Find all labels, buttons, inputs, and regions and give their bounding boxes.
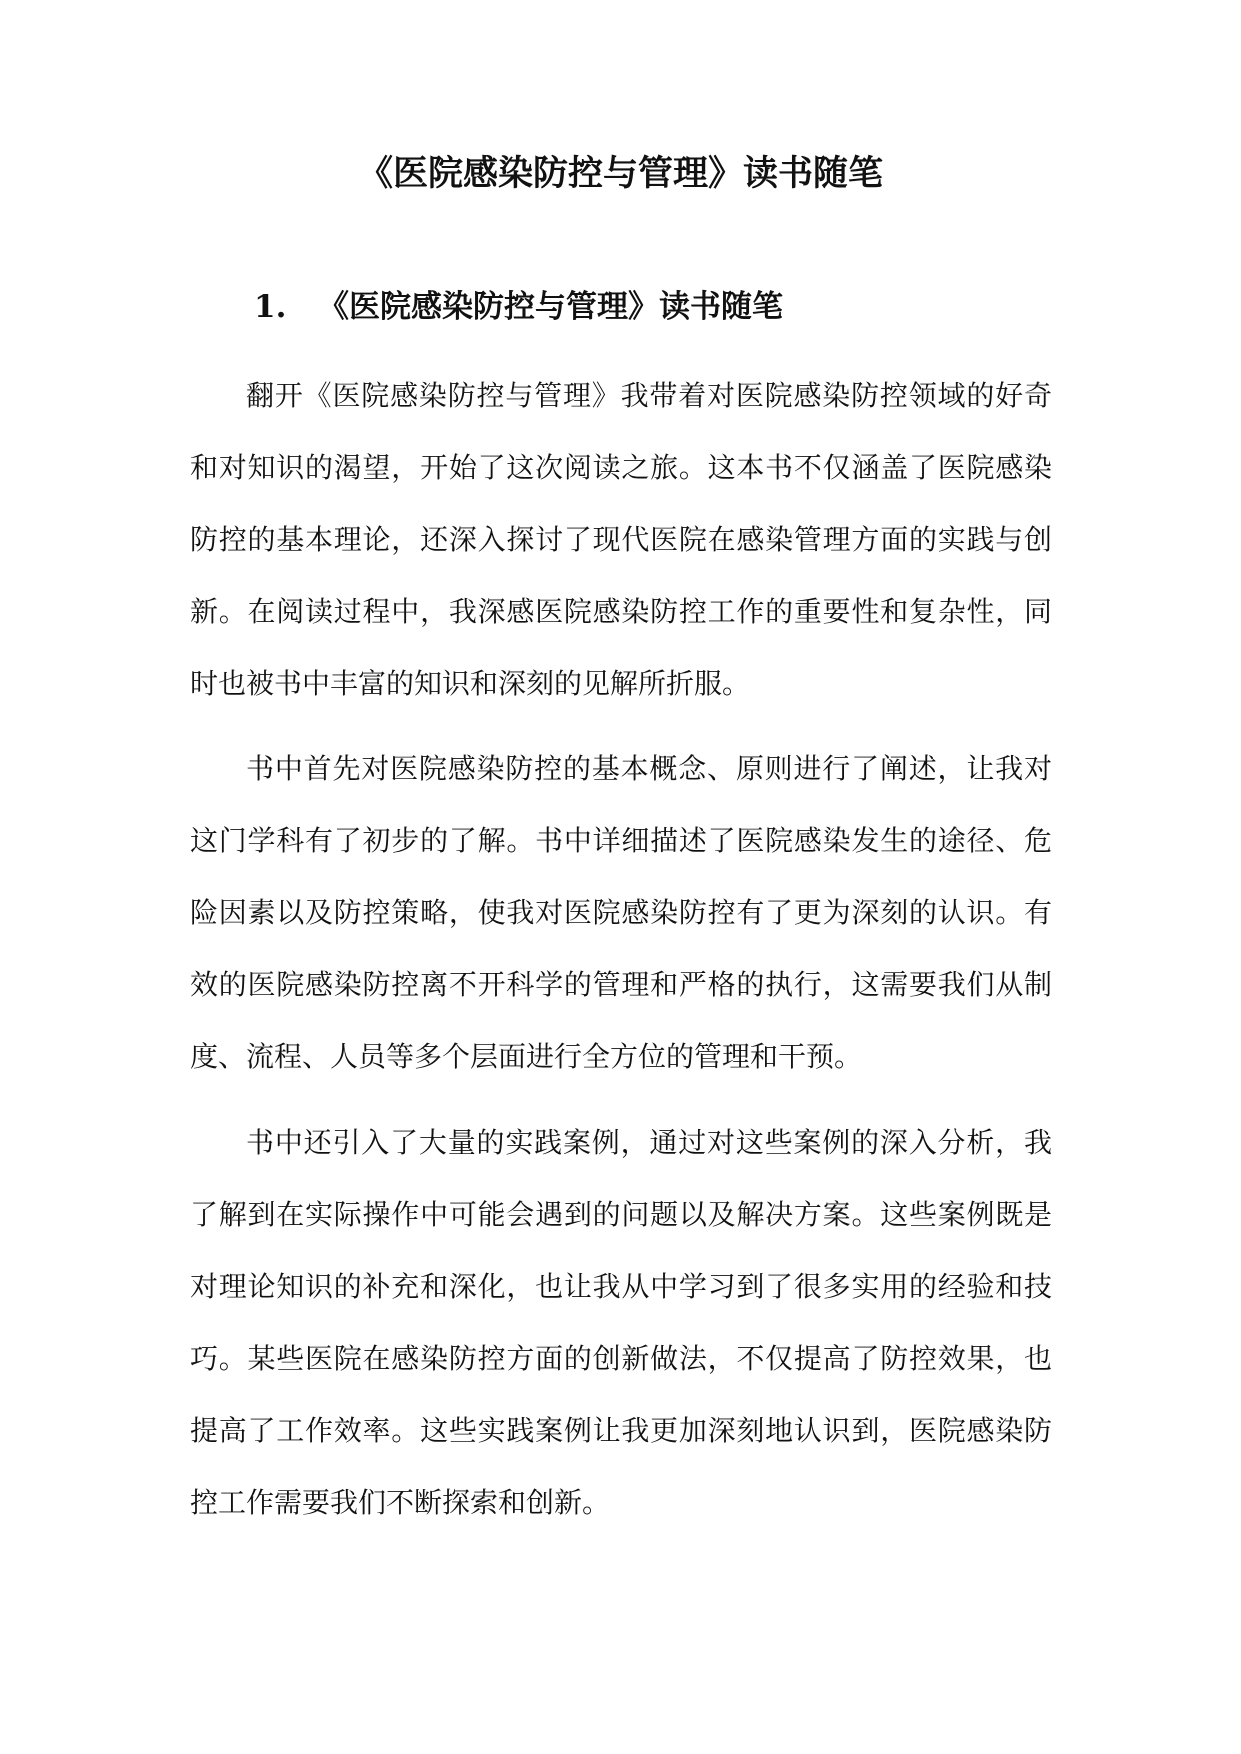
- paragraph-1: 翻开《医院感染防控与管理》我带着对医院感染防控领域的好奇和对知识的渴望，开始了这次阅读之旅。这本书不仅涵盖了医院感染防控的基本理论，还深入探讨了现代医院在感染管理方面的实践与创新。在阅读过程中，我深感医院感染防控工作的重要性和复杂性，同时也被书中丰富的知识和深刻的见解所折服。: [190, 379, 1052, 700]
- paragraph-2: 书中首先对医院感染防控的基本概念、原则进行了阐述，让我对这门学科有了初步的了解。书中详细描述了医院感染发生的途径、危险因素以及防控策略，使我对医院感染防控有了更为深刻的认识。有效的医院感染防控离不开科学的管理和严格的执行，这需要我们从制度、流程、人员等多个层面进行全方位的管理和干预。: [190, 752, 1052, 1073]
- document-title: 《医院感染防控与管理》读书随笔: [357, 153, 883, 194]
- section-number: 1.: [254, 289, 287, 325]
- section-heading: [254, 283, 783, 331]
- section-heading-text: 《医院感染防控与管理》读书随笔: [318, 289, 783, 325]
- paragraph-3: 书中还引入了大量的实践案例，通过对这些案例的深入分析，我了解到在实际操作中可能会遇到的问题以及解决方案。这些案例既是对理论知识的补充和深化，也让我从中学习到了很多实用的经验和技巧。某些医院在感染防控方面的创新做法，不仅提高了防控效果，也提高了工作效率。这些实践案例让我更加深刻地认识到，医院感染防控工作需要我们不断探索和创新。: [190, 1126, 1052, 1519]
